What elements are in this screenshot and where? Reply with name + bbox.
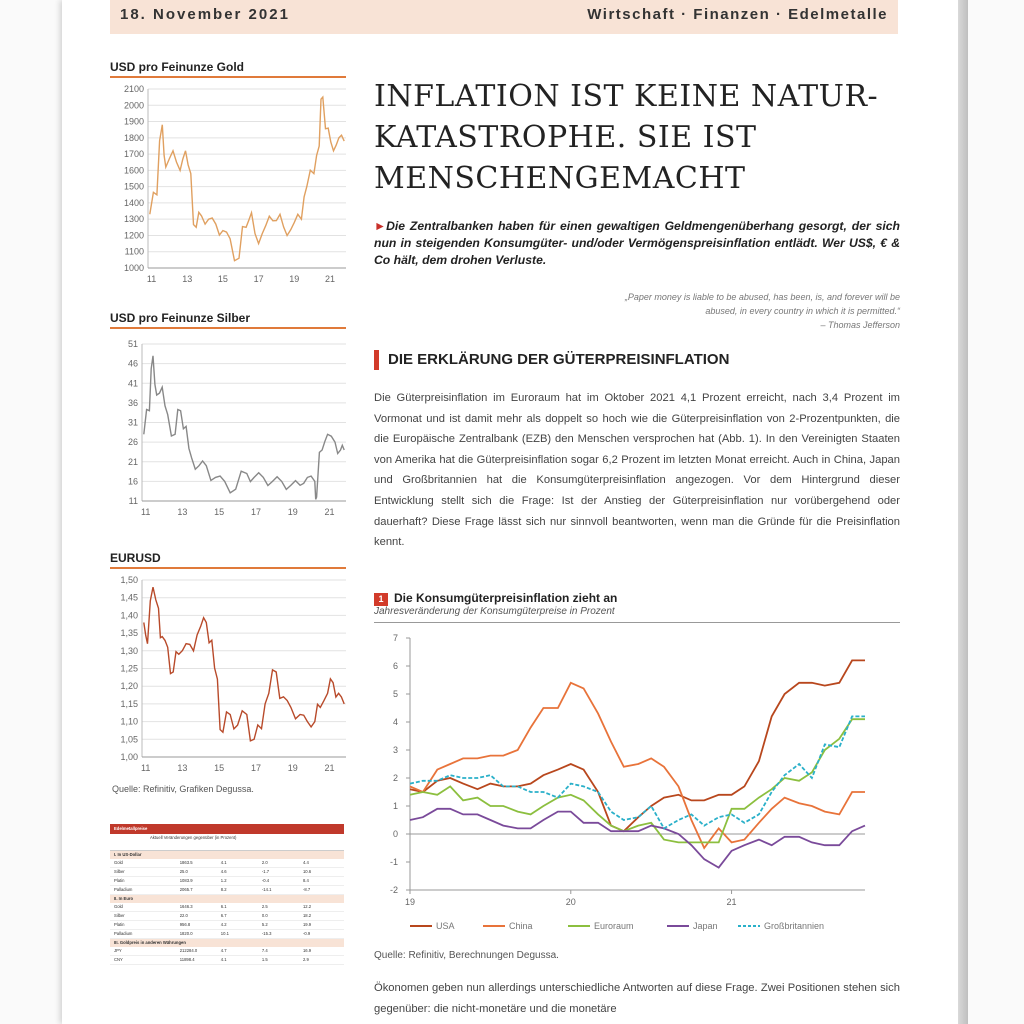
table-cell: 6.1: [220, 904, 227, 909]
y-tick-label: 1700: [123, 149, 144, 160]
gold-chart-rule: [110, 76, 346, 78]
lead-marker-icon: ►: [374, 219, 387, 233]
y-tick-label: 1,30: [120, 645, 138, 656]
table-cell: JPY: [114, 948, 122, 953]
table-cell: 8.4: [302, 878, 309, 883]
table-cell: 4.2: [220, 922, 227, 927]
series-line-euroraum: [410, 719, 865, 842]
y-tick-label: 1,25: [120, 663, 138, 674]
y-tick-label: 16: [127, 476, 138, 487]
x-tick-label: 21: [726, 897, 737, 907]
table-row: [110, 877, 344, 886]
quote-line-2: abused, in every country in which it is permitted.“: [705, 306, 900, 316]
eurusd-chart-rule: [110, 567, 346, 569]
y-tick-label: 1200: [123, 230, 144, 241]
x-tick-label: 15: [214, 507, 225, 517]
y-tick-label: 1600: [123, 165, 144, 176]
quote-line-1: „Paper money is liable to be abused, has been, is, and forever will be: [624, 292, 900, 302]
table-row: [110, 930, 344, 939]
table-header: Edelmetallpreise: [110, 824, 344, 834]
table-cell: 1083.9: [179, 878, 193, 883]
table-group-label: I. In US-Dollar: [110, 851, 344, 859]
y-tick-label: 2100: [123, 84, 144, 94]
y-tick-label: 1900: [123, 116, 144, 127]
x-tick-label: 19: [287, 763, 298, 773]
table-cell: 5.2: [261, 922, 268, 927]
x-tick-label: 13: [177, 507, 188, 517]
gold-chart-title: USD pro Feinunze Gold: [110, 60, 244, 74]
y-tick-label: 31: [127, 417, 138, 428]
y-tick-label: 1,45: [120, 592, 138, 603]
table-row: [110, 903, 344, 912]
table-cell: 4.4: [302, 860, 309, 865]
table-row: [110, 921, 344, 930]
y-tick-label: 3: [392, 745, 398, 755]
y-tick-label: 41: [127, 378, 138, 389]
table-cell: Platin: [114, 922, 125, 927]
x-tick-label: 11: [141, 507, 151, 517]
section-heading: DIE ERKLÄRUNG DER GÜTERPREISINFLATION: [388, 351, 730, 368]
article-headline: INFLATION IST KEINE NATUR-KATASTROPHE. SIE IST MENSCHENGEMACHT: [374, 79, 879, 196]
table-cell: Palladium: [114, 887, 133, 892]
table-cell: Platin: [114, 878, 125, 883]
y-tick-label: 1100: [124, 246, 144, 257]
table-cell: 8.2: [220, 887, 227, 892]
table-cell: Gold: [114, 860, 123, 865]
table-cell: 2.5: [261, 904, 268, 909]
table-cell: 1820.0: [179, 931, 193, 936]
table-group-label: II. In Euro: [110, 895, 344, 903]
y-tick-label: 36: [127, 397, 138, 408]
table-cell: 212284.0: [179, 948, 198, 953]
y-tick-label: 1,50: [120, 575, 138, 585]
y-tick-label: 1800: [123, 132, 144, 143]
table-cell: 4.7: [220, 948, 227, 953]
y-tick-label: 46: [127, 358, 138, 369]
series-line-usa: [410, 660, 865, 831]
x-tick-label: 15: [217, 274, 228, 284]
legend-label: Großbritannien: [764, 921, 825, 931]
table-subheader: Aktuell Veränderungen gegenüber (in Prozent): [110, 834, 344, 851]
table-cell: 10.6: [302, 869, 312, 874]
table-cell: 4.1: [220, 957, 227, 962]
x-tick-label: 21: [324, 763, 335, 773]
price-series-line: [144, 587, 344, 741]
figure-title: Die Konsumgüterpreisinflation zieht an: [394, 591, 618, 605]
x-tick-label: 11: [146, 274, 157, 284]
legend-label: Japan: [693, 921, 718, 931]
table-cell: 2065.7: [179, 887, 193, 892]
header-section: Wirtschaft · Finanzen · Edelmetalle: [587, 6, 888, 23]
table-cell: 2.0: [261, 860, 268, 865]
x-tick-label: 13: [177, 763, 188, 773]
left-chart-source: Quelle: Refinitiv, Grafiken Degussa.: [112, 784, 254, 794]
table-row: [110, 956, 344, 965]
table-cell: -0.9: [302, 931, 311, 936]
x-tick-label: 19: [287, 507, 298, 517]
table-cell: 19.9: [302, 922, 312, 927]
y-tick-label: 1400: [123, 197, 144, 208]
table-cell: 7.4: [261, 948, 268, 953]
y-tick-label: 1500: [123, 181, 144, 192]
table-cell: 12.2: [302, 904, 312, 909]
y-tick-label: 1,35: [120, 628, 138, 639]
y-tick-label: 2: [392, 773, 398, 783]
article-lead: [374, 218, 900, 269]
figure-subtitle: Jahresveränderung der Konsumgüterpreise in Prozent: [374, 606, 615, 617]
x-tick-label: 17: [250, 763, 261, 773]
table-cell: Silber: [114, 913, 125, 918]
eurusd-chart-title: EURUSD: [110, 551, 161, 565]
x-tick-label: 17: [250, 507, 261, 517]
table-cell: 11898.4: [179, 957, 195, 962]
price-table: [110, 824, 344, 1024]
table-cell: -14.1: [261, 887, 272, 892]
y-tick-label: 7: [392, 633, 398, 643]
paragraph-1: Die Güterpreisinflation im Euroraum hat im Oktober 2021 4,1 Prozent erreicht, nach 3,4 Prozent im Vormonat und ist damit mehr als doppelt so hoch wie die Güterpreisinflation von 2-Prozentpunkten, die die Europäische Zentralbank (EZB) den Menschen versprochen hat (Abb. 1). In den Vereinigten Staaten von Amerika hat die Güterpreisinflation sogar 6,2 Prozent im letzten Monat erreicht. Auch in China, Japan und Großbritannien hat die Konsumgüterpreisinflation angezogen. Vor dem Hintergrund dieser Entwicklung stellt sich die Frage: Ist der Anstieg der Güterpreisinflation nur vorübergehend oder dauerhaft? Diese Frage lässt sich nur sinnvoll beantworten, wenn man die Gründe für die Preisinflation kennt.: [374, 392, 900, 549]
table-row: [110, 886, 344, 895]
series-line-großbritannien: [410, 716, 865, 828]
table-cell: 1646.3: [179, 904, 193, 909]
table-row: [110, 947, 344, 956]
y-tick-label: 1,00: [120, 752, 138, 762]
y-tick-label: 4: [392, 717, 398, 727]
table-cell: 25.0: [179, 869, 188, 874]
lead-text: Die Zentralbanken haben für einen gewaltigen Geldmengenüberhang gesorgt, der sich nun in steigenden Konsumgüter- und/oder Vermögenspreisinflation entlädt. Wer US$, € & Co hält, dem drohen Verluste.: [374, 219, 900, 267]
silver-chart-rule: [110, 327, 346, 329]
y-tick-label: 11: [128, 496, 138, 506]
section-marker: [374, 350, 379, 370]
table-cell: -15.3: [261, 931, 272, 936]
table-cell: -8.7: [302, 887, 311, 892]
paragraph-2: Ökonomen geben nun allerdings unterschiedliche Antworten auf diese Frage. Zwei Positionen stehen sich gegenüber: die nicht-monetäre und die monetäre: [374, 982, 900, 1015]
quote: [480, 290, 900, 332]
table-cell: 6.7: [220, 913, 227, 918]
x-tick-label: 19: [289, 274, 300, 284]
y-tick-label: -2: [389, 885, 398, 895]
y-tick-label: 2000: [123, 100, 144, 111]
header-date: 18. November 2021: [120, 6, 290, 23]
figure-rule: [374, 622, 900, 623]
y-tick-label: 1300: [123, 214, 144, 225]
x-tick-label: 17: [253, 274, 264, 284]
legend-label: Euroraum: [594, 921, 634, 931]
x-tick-label: 15: [214, 763, 225, 773]
x-tick-label: 13: [182, 274, 193, 284]
legend-label: China: [509, 921, 533, 931]
table-cell: Palladium: [114, 931, 133, 936]
y-tick-label: 5: [392, 689, 398, 699]
x-tick-label: 20: [565, 897, 576, 907]
table-cell: 10.1: [220, 931, 229, 936]
table-cell: 22.0: [179, 913, 188, 918]
gold-chart: [110, 80, 350, 290]
table-cell: 1863.5: [179, 860, 193, 865]
table-cell: 2.9: [302, 957, 309, 962]
series-line-china: [410, 683, 865, 848]
y-tick-label: 1: [392, 801, 398, 811]
y-tick-label: 21: [127, 456, 138, 467]
page-header: [110, 0, 898, 34]
silver-chart: [110, 333, 350, 528]
table-row: [110, 912, 344, 921]
table-row: [110, 868, 344, 877]
table-group-label: III. Goldpreis in anderen Währungen: [110, 939, 344, 947]
price-series-line: [144, 356, 344, 500]
x-tick-label: 19: [404, 897, 416, 907]
legend-label: USA: [436, 921, 455, 931]
table-cell: 1.2: [220, 878, 227, 883]
table-cell: -0.4: [261, 878, 270, 883]
table-cell: 956.8: [179, 922, 191, 927]
x-tick-label: 21: [324, 507, 335, 517]
table-cell: 18.2: [302, 913, 312, 918]
y-tick-label: 26: [127, 437, 138, 448]
table-cell: 4.1: [220, 860, 227, 865]
x-tick-label: 21: [324, 274, 335, 284]
x-tick-label: 11: [141, 763, 151, 773]
y-tick-label: 0: [392, 829, 398, 839]
table-row: [110, 859, 344, 868]
table-cell: -1.7: [261, 869, 270, 874]
y-tick-label: 6: [392, 661, 398, 671]
table-cell: CNY: [114, 957, 123, 962]
y-tick-label: 1,40: [120, 610, 138, 621]
figure-number: 1: [374, 593, 388, 606]
page-edge: [958, 0, 968, 1024]
quote-author: – Thomas Jefferson: [820, 320, 900, 330]
y-tick-label: -1: [389, 857, 398, 867]
table-cell: 16.9: [302, 948, 312, 953]
figure-source: Quelle: Refinitiv, Berechnungen Degussa.: [374, 950, 559, 961]
y-tick-label: 1,20: [120, 681, 138, 692]
table-cell: 0.0: [261, 913, 268, 918]
silver-chart-title: USD pro Feinunze Silber: [110, 311, 251, 325]
table-cell: 4.6: [220, 869, 227, 874]
y-tick-label: 1,10: [120, 716, 138, 727]
table-cell: 1.5: [261, 957, 268, 962]
y-tick-label: 1,05: [120, 734, 138, 745]
y-tick-label: 1,15: [120, 698, 138, 709]
table-cell: Silber: [114, 869, 125, 874]
y-tick-label: 1000: [123, 263, 144, 273]
eurusd-chart: [110, 572, 350, 782]
table-cell: Gold: [114, 904, 123, 909]
inflation-chart: [370, 628, 905, 940]
y-tick-label: 51: [127, 339, 138, 349]
